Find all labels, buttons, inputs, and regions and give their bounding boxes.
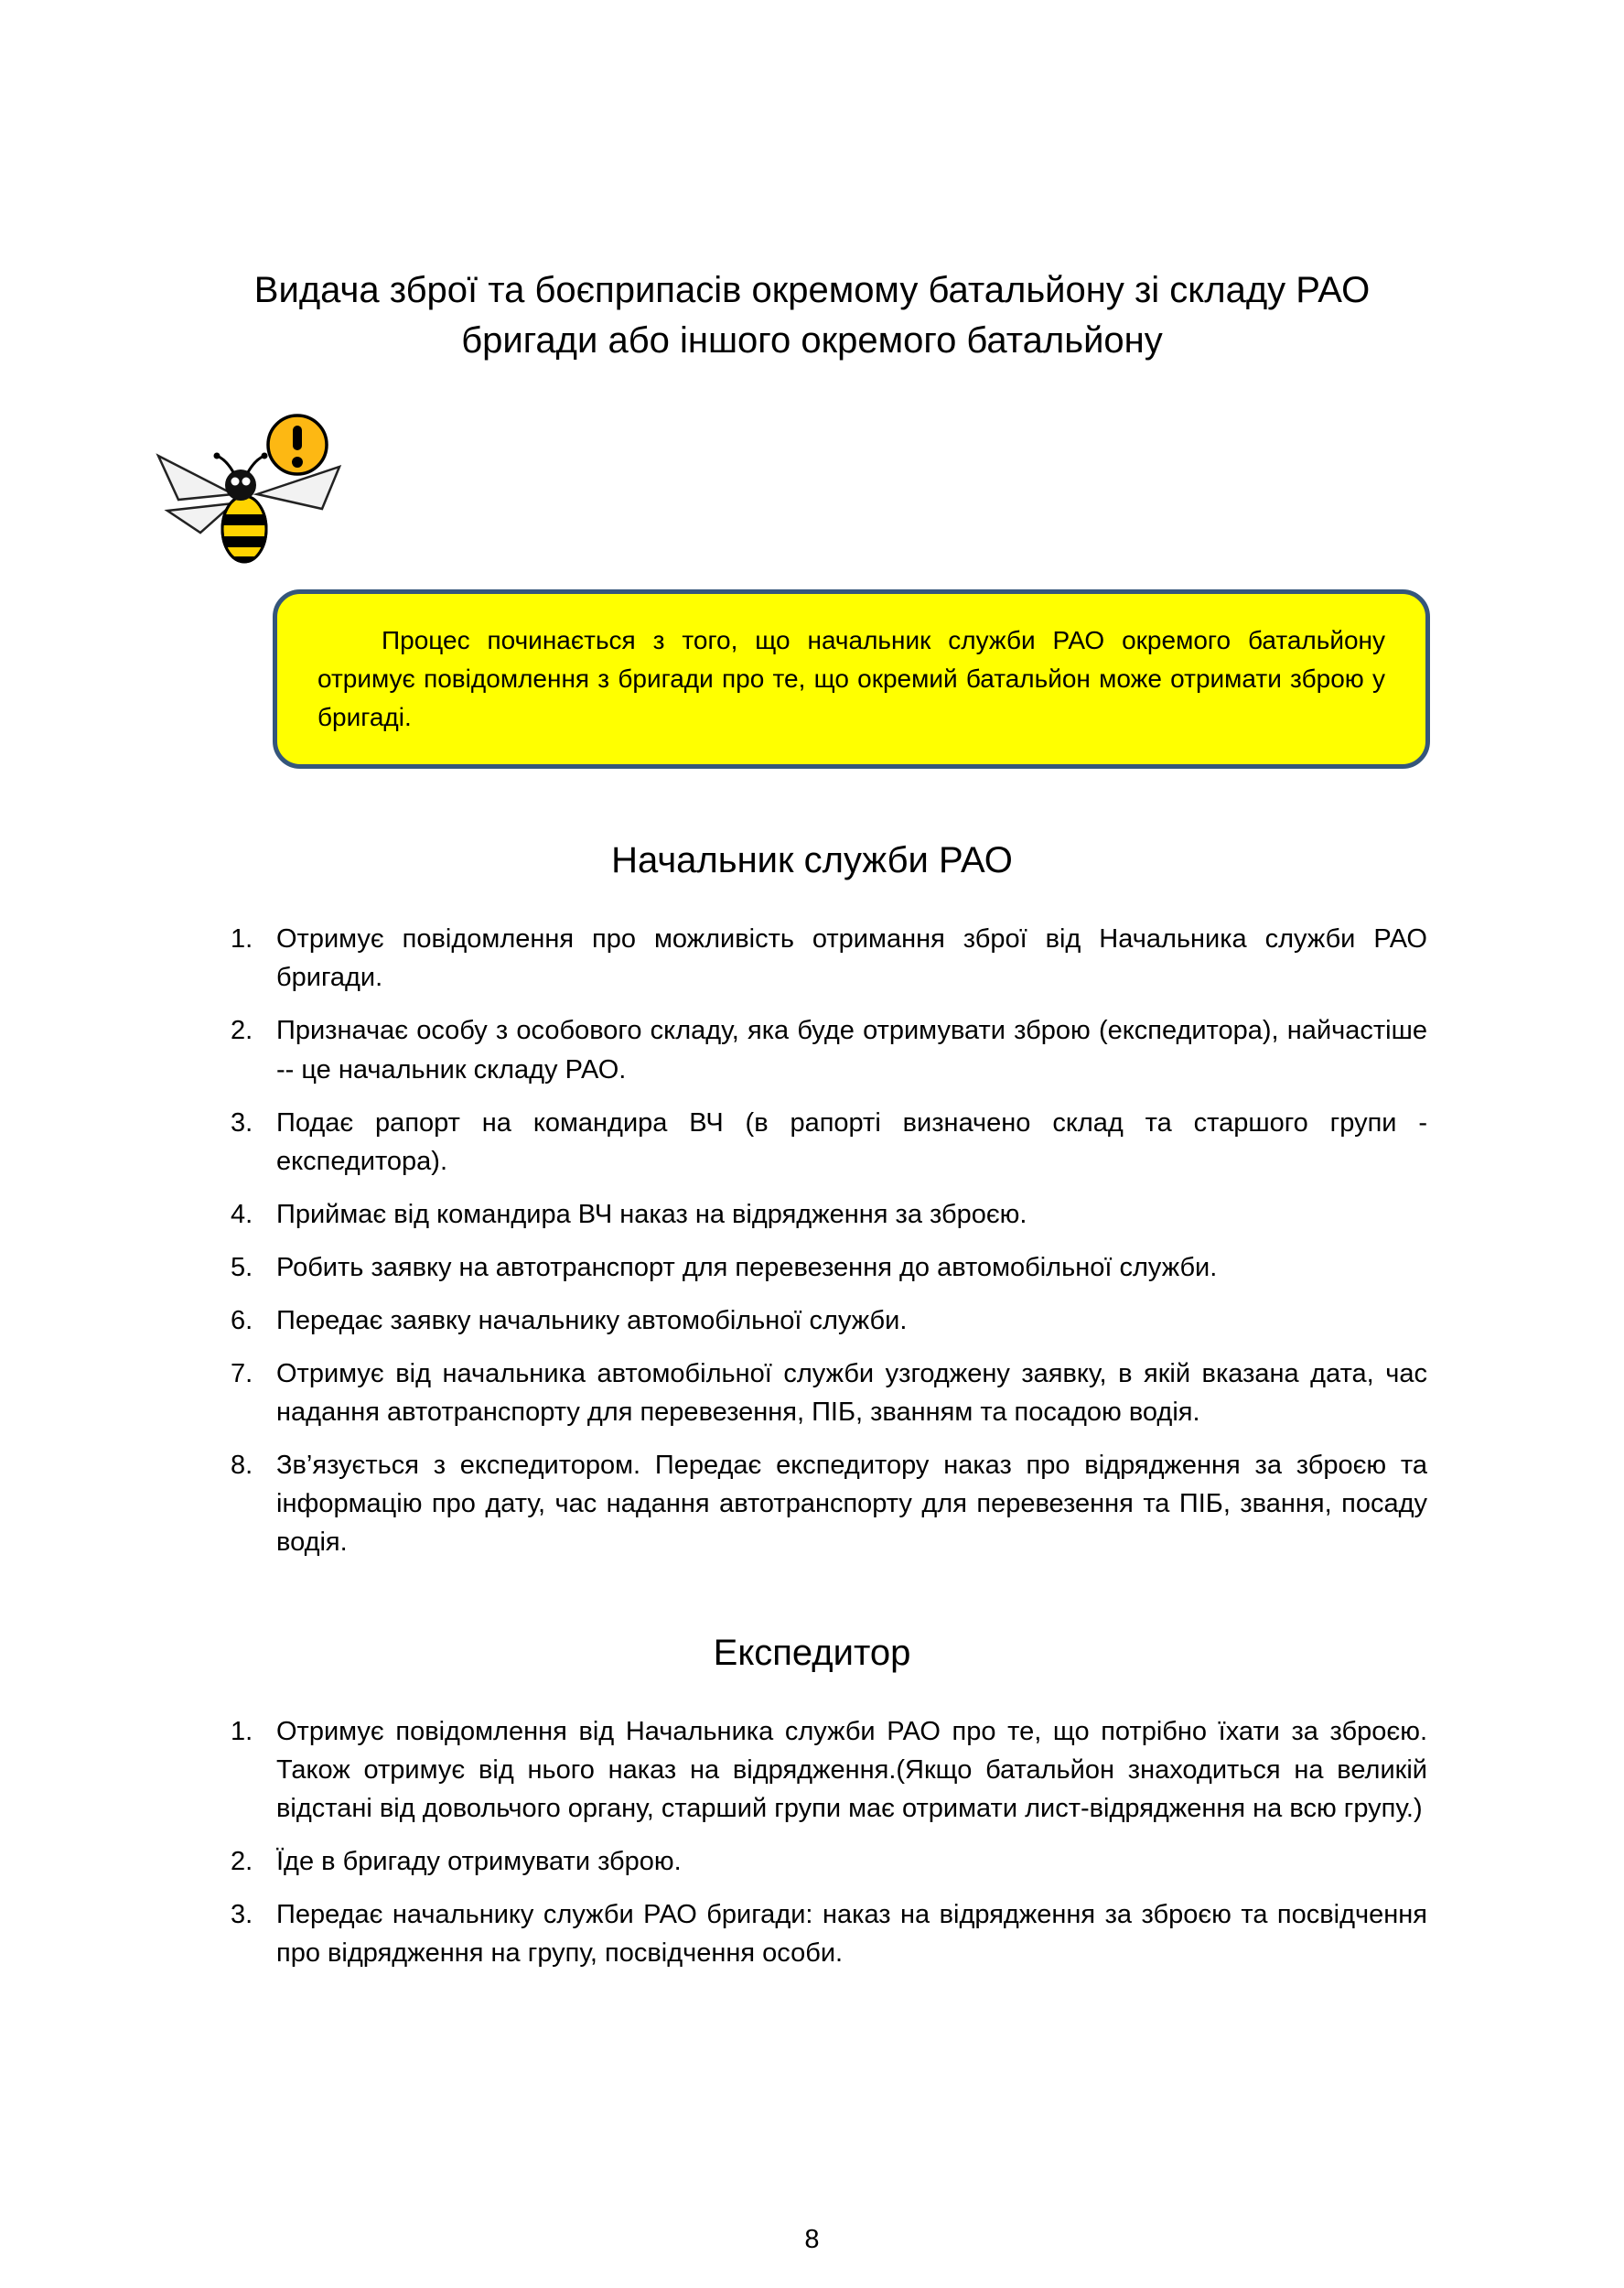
section-heading-expeditor: Експедитор — [713, 1633, 911, 1674]
rao-chief-steps-list — [0, 920, 1624, 1561]
list-item: Робить заявку на автотранспорт для перевезення до автомобільної служби. — [276, 1252, 1218, 1282]
page-title-line2: бригади або іншого окремого батальйону — [461, 320, 1163, 362]
bee-with-exclamation-icon — [142, 410, 361, 586]
page-title — [0, 0, 1624, 366]
page-title-line1: Видача зброї та боєприпасів окремому батальйону зі складу РАО — [253, 270, 1371, 310]
list-item: Отримує від начальника автомобільної служби узгоджену заявку, в якій вказана дата, час надання автотранспорту для перевезення, ПІБ, званням та посадою водія. — [276, 1358, 1427, 1427]
bee-warning-icon — [142, 410, 361, 586]
expeditor-steps-list — [0, 1712, 1624, 1972]
list-item: Їде в бригаду отримувати зброю. — [276, 1847, 682, 1877]
list-item: Передає начальнику служби РАО бригади: наказ на відрядження за зброєю та посвідчення про відрядження на групу, посвідчення особи. — [276, 1900, 1427, 1969]
list-item: Призначає особу з особового складу, яка буде отримувати зброю (експедитора), найчастіше -- це начальник складу РАО. — [276, 1016, 1427, 1085]
list-item: Отримує повідомлення від Начальника служби РАО про те, що потрібно їхати за зброєю. Також отримує від нього наказ на відрядження.(Якщо батальйон знаходиться на великій відстані від довольчого органу, старший групи має отримати лист-відрядження на всю групу.) — [276, 1717, 1427, 1824]
list-item: Зв’язується з експедитором. Передає експедитору наказ про відрядження за зброєю та інформацію про дату, час надання автотранспорту для перевезення та ПІБ, звання, посаду водія. — [276, 1450, 1427, 1557]
list-item: Отримує повідомлення про можливість отримання зброї від Начальника служби РАО бригади. — [276, 924, 1427, 993]
list-item: Подає рапорт на командира ВЧ (в рапорті визначено склад та старшого групи - експедитора). — [276, 1107, 1427, 1176]
list-item: Передає заявку начальнику автомобільної служби. — [276, 1305, 908, 1335]
page-number: 8 — [804, 2225, 820, 2254]
callout-text: Процес починається з того, що начальник служби РАО окремого батальйону отримує повідомлення з бригади про те, що окремий батальйон може отримати зброю у бригаді. — [317, 626, 1385, 732]
callout-box — [273, 589, 1430, 769]
list-item: Приймає від командира ВЧ наказ на відрядження за зброєю. — [276, 1199, 1027, 1229]
section-heading-rao-chief: Начальник служби РАО — [611, 840, 1013, 881]
